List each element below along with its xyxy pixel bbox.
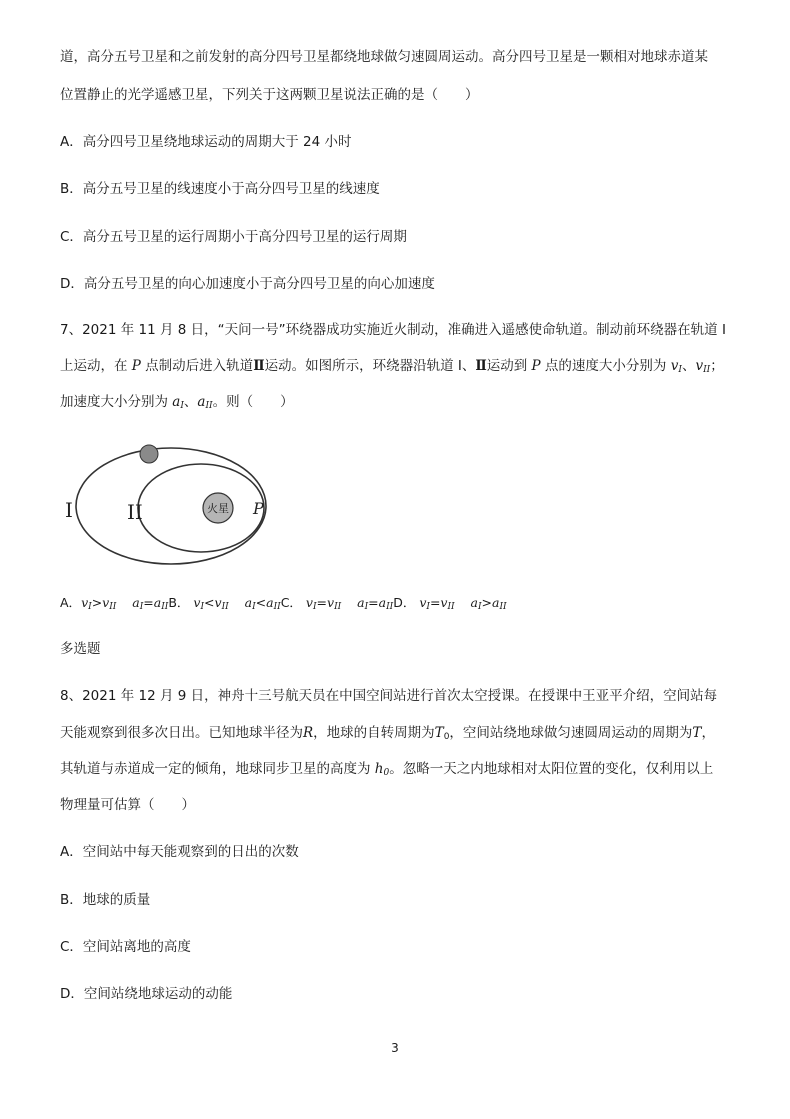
q7-option-c: C． $v_I=v_{II}$ $a_I=a_{II}$: [280, 595, 394, 612]
orbit-diagram: [55, 440, 280, 575]
q7-option-a: A．$v_I>v_{II}$ $a_I=a_{II}$: [60, 595, 169, 612]
q8-option-d: D．空间站绕地球运动的动能: [60, 986, 233, 1002]
q7-option-b: B． $v_I<v_{II}$ $a_I<a_{II}$: [168, 595, 281, 612]
orbiter-dot: [140, 445, 158, 463]
q8-stem-line2: 天能观察到很多次日出。已知地球半径为R，地球的自转周期为$T_0$，空间站绕地球做匀速圆周运动的周期为T，: [60, 725, 715, 742]
q8-option-a: A．空间站中每天能观察到的日出的次数: [60, 844, 299, 860]
q7-options: [60, 594, 507, 616]
q6-stem-line1: 道，高分五号卫星和之前发射的高分四号卫星都绕地球做匀速圆周运动。高分四号卫星是一颗相对地球赤道某: [60, 49, 708, 65]
q6-option-a: A．高分四号卫星绕地球运动的周期大于 24 小时: [60, 134, 352, 150]
q7-stem-line3: 加速度大小分别为 $a_I$、$a_{II}$。则（ ）: [60, 394, 294, 411]
page-number: 3: [391, 1041, 399, 1055]
q8-option-b: B．地球的质量: [60, 892, 151, 908]
point-p-label: P: [253, 499, 264, 518]
orbit-II: [138, 464, 264, 552]
q7-stem-line2: 上运动，在 P 点制动后进入轨道Ⅱ运动。如图所示，环绕器沿轨道 I、Ⅱ运动到 P 点的速度大小分别为 $v_I$、$v_{II}$；: [60, 358, 724, 375]
q8-stem-line1: 8、2021 年 12 月 9 日，神舟十三号航天员在中国空间站进行首次太空授课。在授课中王亚平介绍，空间站每: [60, 688, 718, 704]
q6-stem-line2: 位置静止的光学遥感卫星，下列关于这两颗卫星说法正确的是（ ）: [60, 87, 479, 103]
q8-option-c: C．空间站离地的高度: [60, 939, 191, 955]
mars-label: 火星: [207, 502, 229, 515]
orbit-I-label: I: [65, 498, 73, 522]
q8-stem-line4: 物理量可估算（ ）: [60, 797, 195, 813]
q7-stem-line1: 7、2021 年 11 月 8 日，“天问一号”环绕器成功实施近火制动，准确进入遥感使命轨道。制动前环绕器在轨道 I: [60, 322, 726, 338]
orbit-II-label: II: [127, 500, 143, 524]
section-label-multiple-choice: 多选题: [60, 641, 101, 657]
q8-stem-line3: 其轨道与赤道成一定的倾角，地球同步卫星的高度为 $h_0$。忽略一天之内地球相对太阳位置的变化，仅利用以上: [60, 761, 714, 778]
q6-option-d: D．高分五号卫星的向心加速度小于高分四号卫星的向心加速度: [60, 276, 435, 292]
q6-option-c: C．高分五号卫星的运行周期小于高分四号卫星的运行周期: [60, 229, 407, 245]
q7-option-d: D． $v_I=v_{II}$ $a_I>a_{II}$: [393, 595, 507, 612]
q6-option-b: B．高分五号卫星的线速度小于高分四号卫星的线速度: [60, 181, 380, 197]
